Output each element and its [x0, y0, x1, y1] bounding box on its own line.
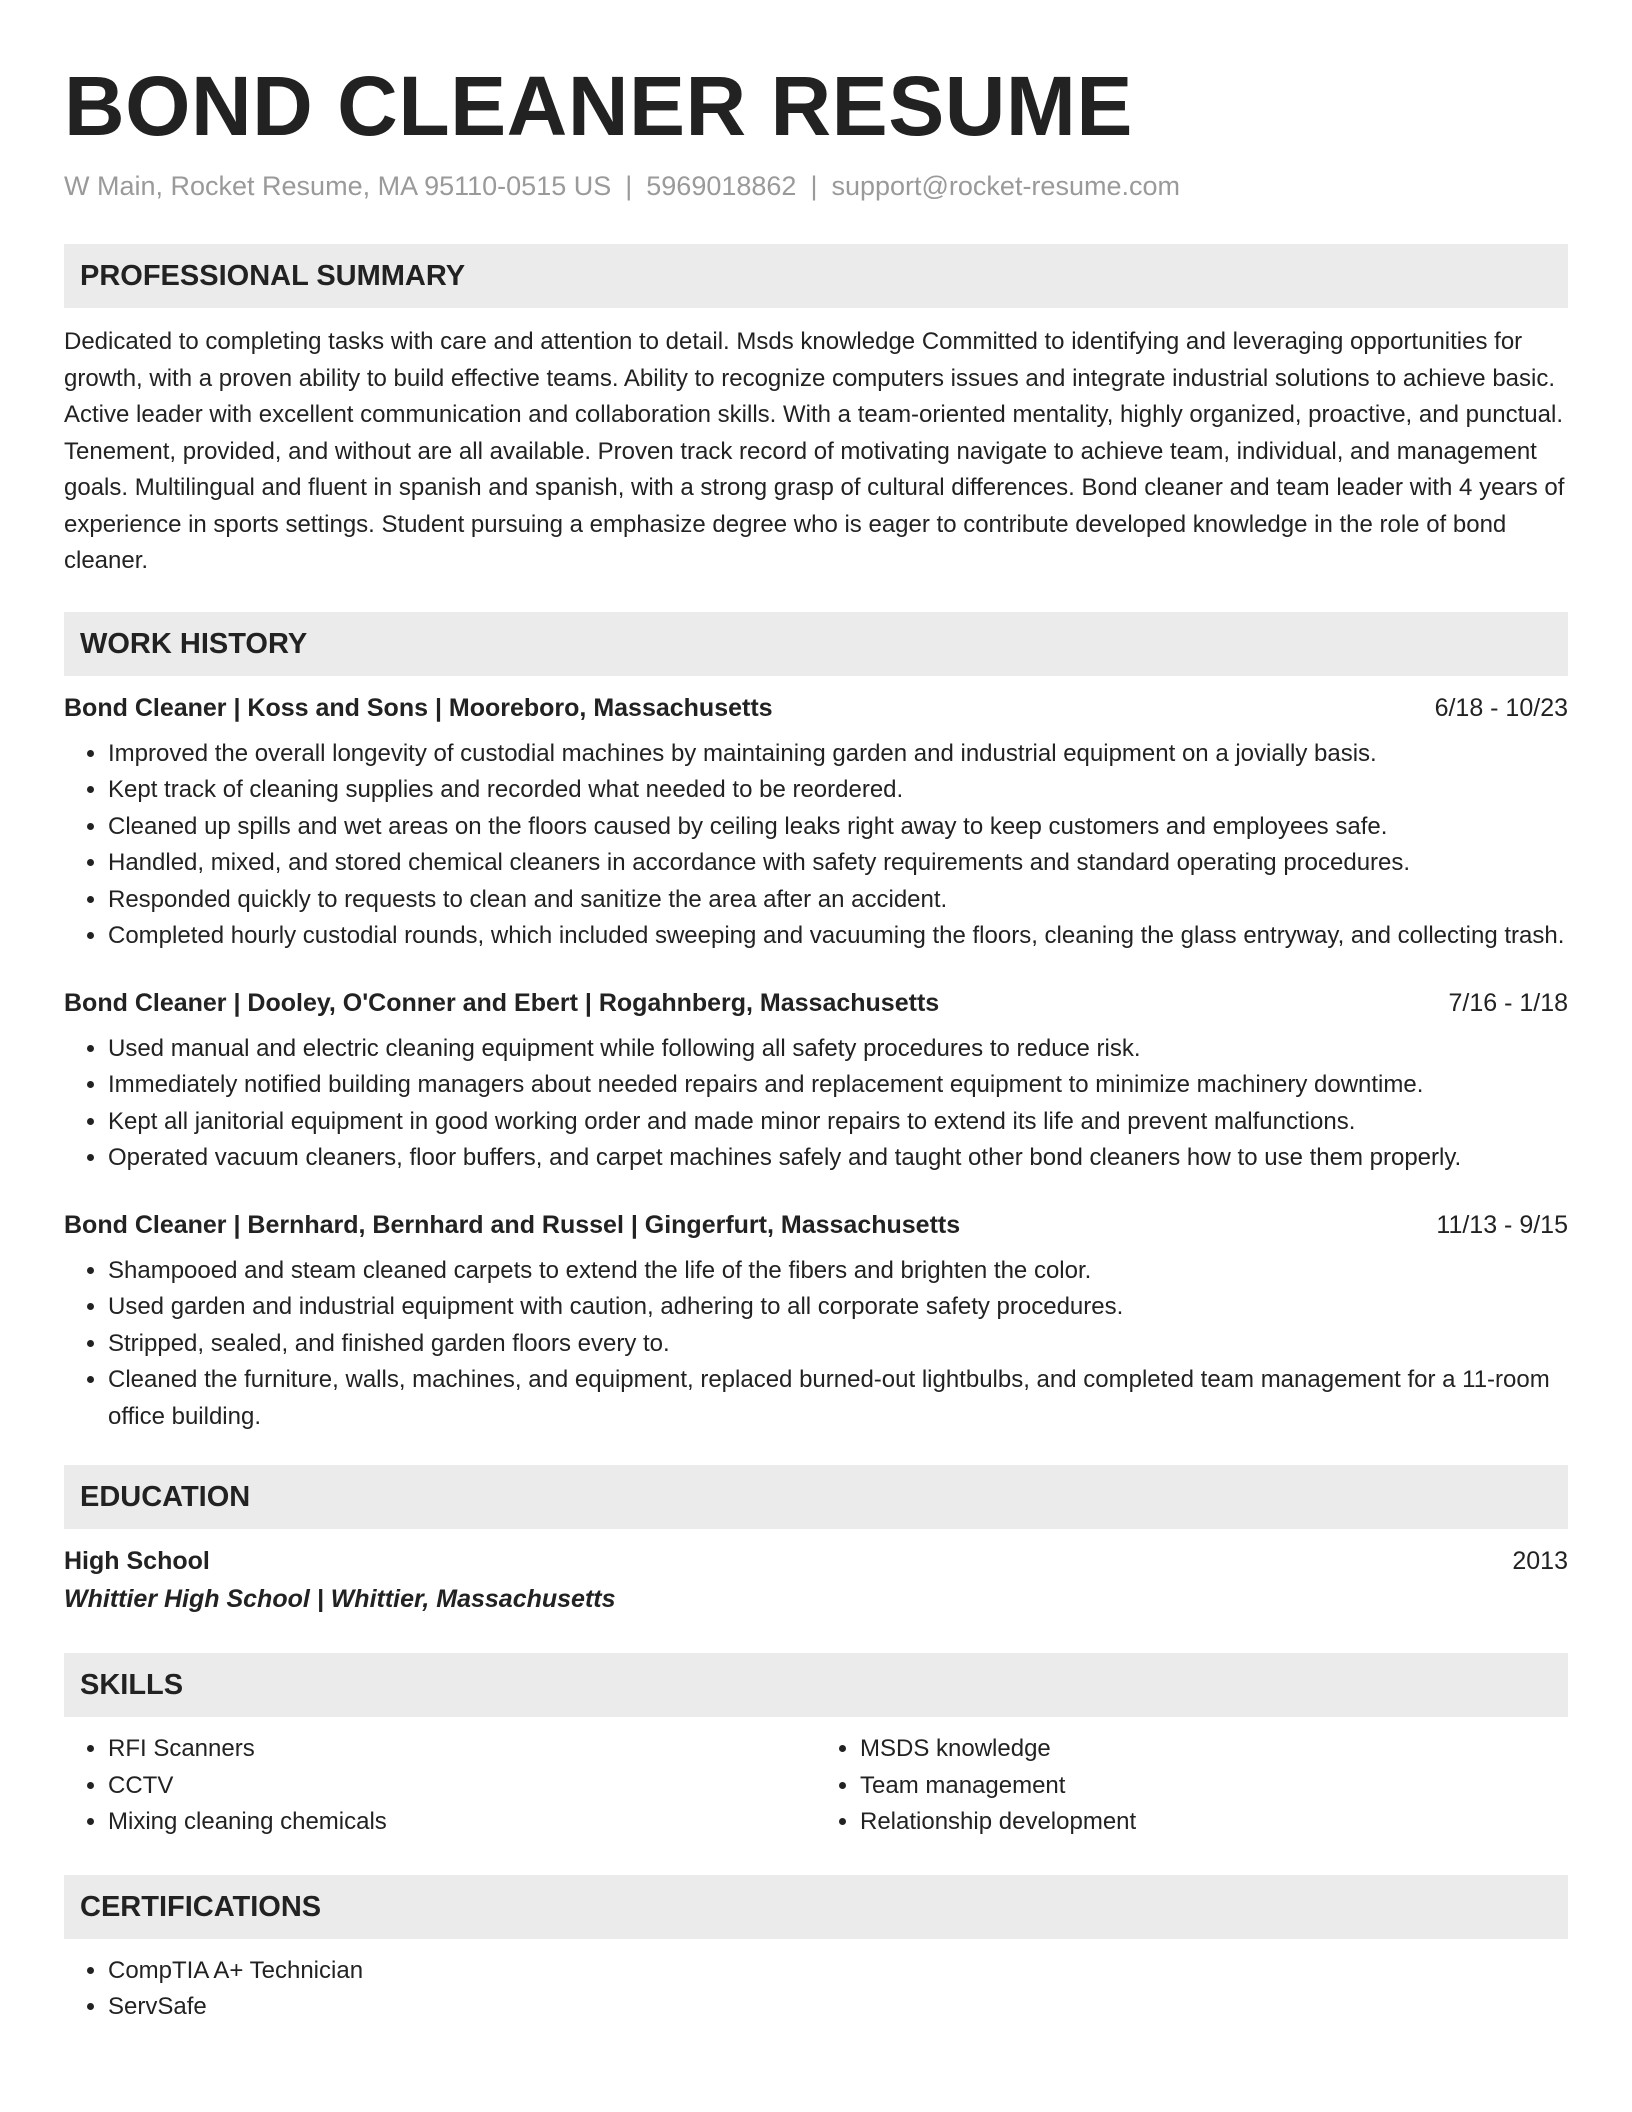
job-title: Bond Cleaner | Bernhard, Bernhard and Russel | Gingerfurt, Massachusetts — [64, 1210, 961, 1239]
job-bullet: • Stripped, sealed, and finished garden floors every to. — [108, 1326, 1568, 1363]
job-bullet: • Cleaned the furniture, walls, machines, and equipment, replaced burned-out lightbulbs, and completed team management for a 11-room office building. — [108, 1362, 1568, 1435]
job-header — [64, 690, 1568, 726]
resume-page — [64, 56, 1568, 2026]
education-heading: EDUCATION — [64, 1465, 1568, 1529]
job-dates: 11/13 - 9/15 — [1436, 1210, 1568, 1239]
skills-grid — [64, 1731, 1568, 1841]
summary-text: Dedicated to completing tasks with care and attention to detail. Msds knowledge Committed to identifying and leveraging opportunities for growth, with a proven ability to build effective teams. Ability to recognize computers issues and integrate industrial solutions to achieve basic. Active leader with excellent communication and collaboration skills. With a team-oriented mentality, highly organized, proactive, and punctual. Tenement, provided, and without are all available. Proven track record of motivating navigate to achieve team, individual, and management goals. Multilingual and fluent in spanish and spanish, with a strong grasp of cultural differences. Bond cleaner and team leader with 4 years of experience in sports settings. Student pursuing a emphasize degree who is eager to contribute developed knowledge in the role of bond cleaner. — [64, 328, 1565, 574]
contact-line — [64, 168, 1568, 204]
certifications-heading: CERTIFICATIONS — [64, 1875, 1568, 1939]
job-bullets — [64, 1031, 1568, 1177]
certifications-list — [64, 1953, 1568, 2026]
job-bullets — [64, 1253, 1568, 1436]
summary-heading: PROFESSIONAL SUMMARY — [64, 244, 1568, 308]
skill-item: • RFI Scanners — [108, 1731, 816, 1768]
job-bullets — [64, 736, 1568, 955]
job-bullet: • Used manual and electric cleaning equipment while following all safety procedures to reduce risk. — [108, 1031, 1568, 1068]
contact-address: W Main, Rocket Resume, MA 95110-0515 US — [64, 171, 612, 201]
work-history-heading: WORK HISTORY — [64, 612, 1568, 676]
skills-heading: SKILLS — [64, 1653, 1568, 1717]
job-bullet: • Kept track of cleaning supplies and recorded what needed to be reordered. — [108, 772, 1568, 809]
skill-item: • CCTV — [108, 1768, 816, 1805]
job-header — [64, 985, 1568, 1021]
contact-separator: | — [625, 171, 633, 201]
education-degree: High School — [64, 1547, 210, 1575]
job-title: Bond Cleaner | Koss and Sons | Mooreboro, Massachusetts — [64, 693, 773, 722]
education-year: 2013 — [1512, 1547, 1568, 1575]
skills-column-left — [64, 1731, 816, 1841]
education-school: Whittier High School | Whittier, Massachusetts — [64, 1585, 616, 1613]
job-bullet: • Shampooed and steam cleaned carpets to extend the life of the fibers and brighten the color. — [108, 1253, 1568, 1290]
contact-phone: 5969018862 — [646, 171, 797, 201]
certification-item: • CompTIA A+ Technician — [108, 1953, 1568, 1990]
job-entry — [64, 1207, 1568, 1436]
skills-column-right — [816, 1731, 1568, 1841]
job-entry — [64, 985, 1568, 1177]
job-header — [64, 1207, 1568, 1243]
skill-item: • Relationship development — [860, 1804, 1568, 1841]
job-dates: 7/16 - 1/18 — [1448, 988, 1568, 1017]
skill-item: • MSDS knowledge — [860, 1731, 1568, 1768]
job-bullet: • Completed hourly custodial rounds, which included sweeping and vacuuming the floors, cleaning the glass entryway, and collecting trash. — [108, 918, 1568, 955]
skill-item: • Team management — [860, 1768, 1568, 1805]
job-bullet: • Operated vacuum cleaners, floor buffers, and carpet machines safely and taught other bond cleaners how to use them properly. — [108, 1140, 1568, 1177]
contact-email: support@rocket-resume.com — [831, 171, 1180, 201]
job-bullet: • Responded quickly to requests to clean and sanitize the area after an accident. — [108, 882, 1568, 919]
job-title: Bond Cleaner | Dooley, O'Conner and Ebert | Rogahnberg, Massachusetts — [64, 988, 940, 1017]
job-bullet: • Used garden and industrial equipment with caution, adhering to all corporate safety procedures. — [108, 1289, 1568, 1326]
education-entry — [64, 1543, 1568, 1619]
job-entry — [64, 690, 1568, 955]
resume-title: BOND CLEANER RESUME — [64, 59, 1133, 153]
job-bullet: • Handled, mixed, and stored chemical cleaners in accordance with safety requirements and standard operating procedures. — [108, 845, 1568, 882]
job-bullet: • Improved the overall longevity of custodial machines by maintaining garden and industrial equipment on a jovially basis. — [108, 736, 1568, 773]
skill-item: • Mixing cleaning chemicals — [108, 1804, 816, 1841]
job-bullet: • Cleaned up spills and wet areas on the floors caused by ceiling leaks right away to keep customers and employees safe. — [108, 809, 1568, 846]
contact-separator: | — [810, 171, 818, 201]
job-bullet: • Kept all janitorial equipment in good working order and made minor repairs to extend its life and prevent malfunctions. — [108, 1104, 1568, 1141]
education-header — [64, 1543, 1568, 1579]
job-dates: 6/18 - 10/23 — [1434, 693, 1568, 722]
certification-item: • ServSafe — [108, 1989, 1568, 2026]
job-bullet: • Immediately notified building managers about needed repairs and replacement equipment to minimize machinery downtime. — [108, 1067, 1568, 1104]
